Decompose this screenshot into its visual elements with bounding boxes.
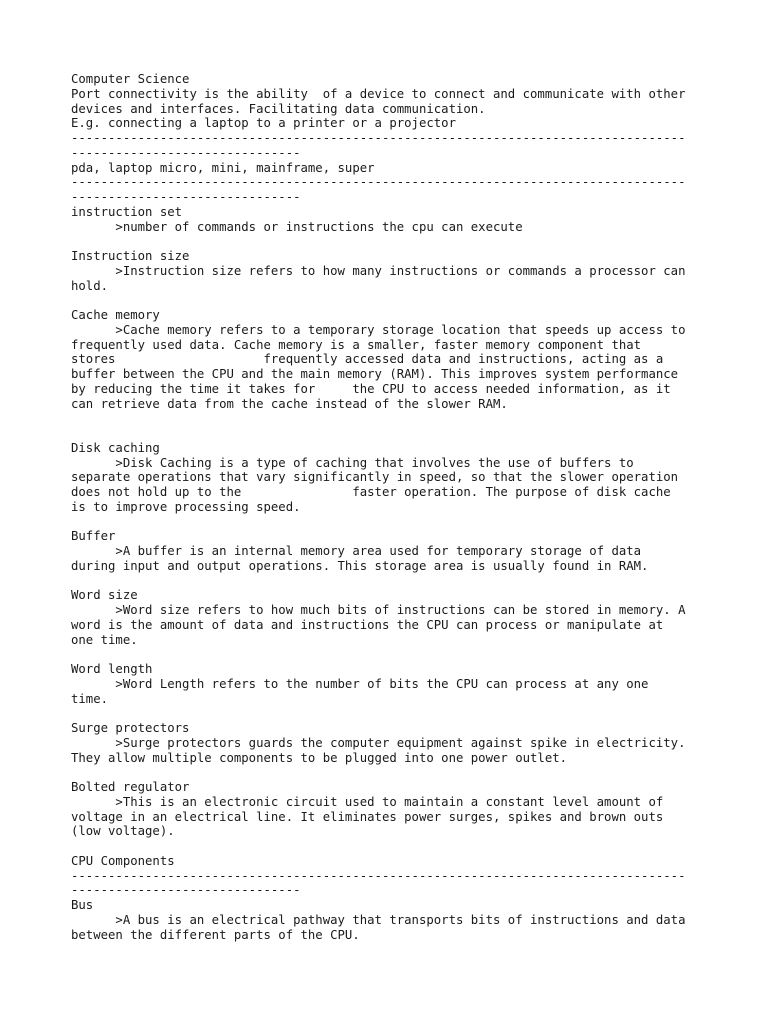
text-line: does not hold up to the faster operation. The purpose of disk cache	[71, 485, 671, 499]
text-line: CPU Components	[71, 853, 175, 868]
text-line: >This is an electronic circuit used to maintain a constant level amount of	[71, 794, 664, 809]
text-line: Disk caching	[71, 440, 160, 455]
text-line: between the different parts of the CPU.	[71, 927, 360, 942]
divider-line: -------------------------------	[71, 145, 301, 160]
blank-line	[71, 426, 711, 441]
text-line: Word length	[71, 662, 153, 676]
text-line: Cache memory	[71, 308, 160, 322]
text-line: >Surge protectors guards the computer equipment against spike in electricity.	[71, 735, 686, 750]
text-line: E.g. connecting a laptop to a printer or a projector	[71, 116, 456, 131]
text-line: Buffer	[71, 529, 116, 544]
text-line: >Word size refers to how much bits of instructions can be stored in memory. A	[71, 603, 686, 617]
blank-line	[71, 839, 711, 854]
text-line: Bus	[71, 898, 94, 912]
text-line: Instruction size	[71, 249, 190, 263]
text-line: stores frequently accessed data and instructions, acting as a	[71, 352, 664, 367]
text-line: >A buffer is an internal memory area used for temporary storage of data	[71, 544, 642, 558]
text-line: can retrieve data from the cache instead of the slower RAM.	[71, 396, 508, 411]
text-line: during input and output operations. This storage area is usually found in RAM.	[71, 558, 649, 573]
divider-line: -------------------------------	[71, 190, 301, 204]
blank-line	[71, 706, 711, 721]
blank-line	[71, 411, 711, 426]
divider-line: -----------------------------------------------------------------------------------	[71, 131, 686, 145]
text-line: They allow multiple components to be plugged into one power outlet.	[71, 750, 568, 765]
text-line: pda, laptop micro, mini, mainframe, super	[71, 160, 375, 175]
text-line: time.	[71, 691, 109, 706]
text-line: frequently used data. Cache memory is a smaller, faster memory component that	[71, 337, 642, 352]
text-line: voltage in an electrical line. It eliminates power surges, spikes and brown outs	[71, 809, 664, 824]
text-line: hold.	[71, 278, 109, 293]
text-line: by reducing the time it takes for the CPU to access needed information, as it	[71, 381, 671, 396]
text-line: Word size	[71, 588, 138, 603]
text-line: >Disk Caching is a type of caching that involves the use of buffers to	[71, 455, 634, 470]
text-line: Computer Science	[71, 72, 190, 86]
text-line: (low voltage).	[71, 824, 175, 839]
text-line: devices and interfaces. Facilitating data communication.	[71, 101, 486, 116]
divider-line: -------------------------------	[71, 883, 301, 898]
text-line: Port connectivity is the ability of a device to connect and communicate with other	[71, 86, 686, 101]
divider-line: -----------------------------------------------------------------------------------	[71, 868, 686, 883]
text-line: separate operations that vary significantly in speed, so that the slower operation	[71, 470, 679, 485]
text-line: >number of commands or instructions the cpu can execute	[71, 219, 523, 234]
text-line: buffer between the CPU and the main memory (RAM). This improves system performance	[71, 367, 679, 381]
blank-line	[71, 574, 711, 589]
text-line: Surge protectors	[71, 721, 190, 735]
blank-line	[71, 765, 711, 780]
text-line: is to improve processing speed.	[71, 499, 301, 514]
text-line: Bolted regulator	[71, 780, 190, 794]
blank-line	[71, 293, 711, 308]
text-line: >A bus is an electrical pathway that transports bits of instructions and data	[71, 912, 686, 927]
blank-line	[71, 515, 711, 530]
text-line: instruction set	[71, 204, 183, 219]
text-line: >Word Length refers to the number of bits the CPU can process at any one	[71, 676, 649, 691]
text-line: one time.	[71, 632, 138, 647]
divider-line: -----------------------------------------------------------------------------------	[71, 175, 686, 190]
blank-line	[71, 234, 711, 249]
text-line: >Instruction size refers to how many instructions or commands a processor can	[71, 263, 686, 278]
document-body	[71, 72, 711, 942]
blank-line	[71, 647, 711, 662]
text-line: >Cache memory refers to a temporary storage location that speeds up access to	[71, 322, 686, 337]
text-line: word is the amount of data and instructions the CPU can process or manipulate at	[71, 617, 664, 632]
